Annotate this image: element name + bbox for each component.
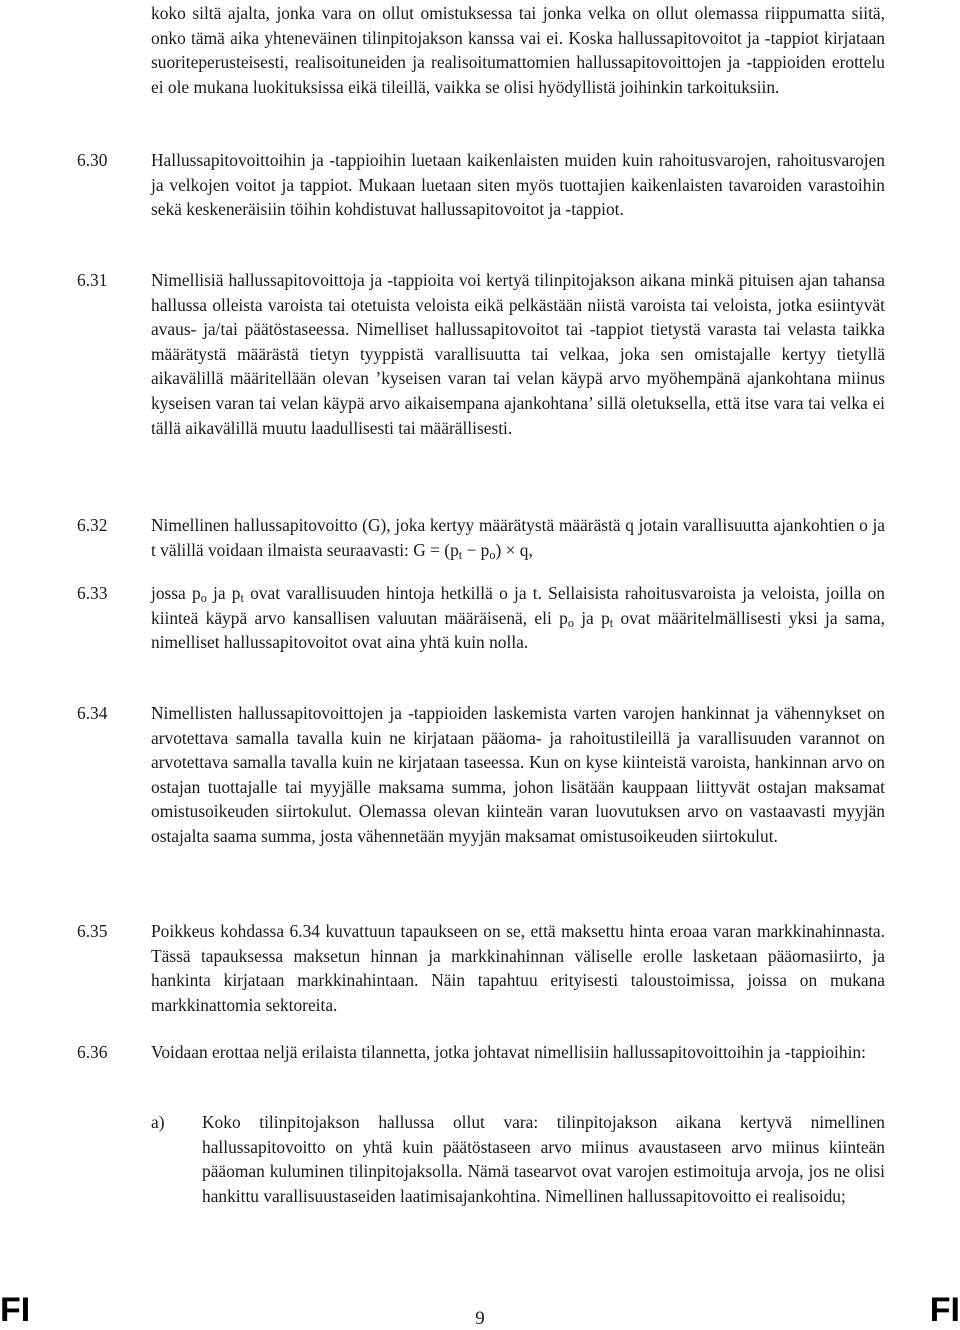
paragraph-text: Nimellinen hallussapitovoitto (G), joka kertyy määrätystä määrästä q jotain varallisuutta ajankohtien o ja t välillä voidaan ilmaista seuraavasti: $G = (p_t - p_o) \times q$, [151, 515, 885, 562]
paragraph-6-31 [77, 268, 885, 440]
paragraph-text: Nimellisten hallussapitovoittojen ja -tappioiden laskemista varten varojen hankinnat ja vähennykset on arvotettava samalla tavalla kuin ne kirjataan pääoma- ja rahoitustileillä ja varallisuuden varannot on arvotettava samalla tavalla kuin ne kirjataan taseessa. Kun on kyse kiinteistä varoista, hankinnan arvo on ostajan tuottajalle tai myyjälle maksama summa, johon lisätään kauppaan liittyvät ostajan maksamat omistusoikeuden siirtokulut. Olemassa olevan kiinteän varan luovutuksen arvo on vastaavasti myyjän ostajalta saama summa, josta vähennetään myyjän maksamat omistusoikeuden siirtokulut. [151, 703, 885, 846]
paragraph-number: 6.31 [77, 270, 108, 290]
country-code-left: FI [0, 1291, 31, 1329]
paragraph-text: Voidaan erottaa neljä erilaista tilannetta, jotka johtavat nimellisiin hallussapitovoittoihin ja -tappioihin: [151, 1042, 866, 1062]
intro-text: koko siltä ajalta, jonka vara on ollut omistuksessa tai jonka velka on ollut olemassa riippumatta siitä, onko tämä aika yhteneväinen tilinpitojakson kanssa vai ei. Koska hallussapitovoitot ja -tappiot kirjataan suoriteperusteisesti, realisoituneiden ja realisoitumattomien hallussapitovoittojen ja -tappioiden erottelu ei ole mukana luokituksissa eikä tileillä, vaikka se olisi hyödyllistä joihinkin tarkoituksiin. [151, 3, 885, 97]
list-item-text: Koko tilinpitojakson hallussa ollut vara: tilinpitojakson aikana kertyvä nimellinen hallussapitovoitto on yhtä kuin päätöstaseen arvo miinus avaustaseen arvo miinus kiinteän pääoman kuluminen tilinpitojaksolla. Nämä tasearvot ovat varojen estimoituja arvoja, jos ne olisi hankittu varallisuustaseiden laatimisajankohtina. Nimellinen hallussapitovoitto ei realisoidu; [202, 1112, 885, 1206]
paragraph-6-30 [77, 148, 885, 222]
country-code-right: FI [929, 1291, 960, 1329]
paragraph-text: Hallussapitovoittoihin ja -tappioihin luetaan kaikenlaisten muiden kuin rahoitusvarojen, rahoitusvarojen ja velkojen voitot ja tappiot. Mukaan luetaan siten myös tuottajien kaikenlaisten tavaroiden varastoihin sekä keskeneräisiin töihin kohdistuvat hallussapitovoitot ja -tappiot. [151, 150, 885, 220]
paragraph-number: 6.36 [77, 1042, 108, 1062]
paragraph-number: 6.33 [77, 583, 108, 603]
paragraph-text: Nimellisiä hallussapitovoittoja ja -tappioita voi kertyä tilinpitojakson aikana minkä pituisen ajan tahansa hallussa olleista varoista tai otetuista veloista eikä pelkästään niistä varoista tai veloista, jotka esiintyvät avaus- ja/tai päätöstaseessa. Nimelliset hallussapitovoitot tai -tappiot tietystä varasta tai velasta taikka määrätystä määrästä tietyn tyyppistä varallisuutta tai velkaa, joka sen omistajalle kertyy tietyllä aikavälillä määritellään olevan ’kyseisen varan tai velan käypä arvo myöhempänä ajankohtana miinus kyseisen varan tai velan käypä arvo aikaisempana ajankohtana’ sillä oletuksella, että itse vara tai velka ei tällä aikavälillä muutu laadullisesti tai määrällisesti. [151, 270, 885, 438]
paragraph-6-32 [77, 513, 885, 562]
paragraph-6-35 [77, 919, 885, 1017]
paragraph-6-33 [77, 581, 885, 655]
paragraph-text: jossa $p_o$ ja $p_t$ ovat varallisuuden hintoja hetkillä o ja t. Sellaisista rahoitusvaroista ja veloista, joilla on kiinteä käypä arvo kansallisen valuutan määräisenä, eli $p_o$ ja $p_t$ ovat määritelmällisesti yksi ja sama, nimelliset hallussapitovoitot ovat aina yhtä kuin nolla. [151, 583, 885, 653]
intro-paragraph [151, 1, 885, 99]
page-number: 9 [475, 1308, 485, 1329]
paragraph-number: 6.35 [77, 921, 108, 941]
paragraph-text: Poikkeus kohdassa 6.34 kuvattuun tapaukseen on se, että maksettu hinta eroaa varan markkinahinnasta. Tässä tapauksessa maksetun hinnan ja markkinahinnan väliselle erolle lasketaan pääomasiirto, ja hankinta kirjataan markkinahintaan. Näin tapahtuu erityisesti taloustoimissa, joissa on mukana markkinattomia sektoreita. [151, 921, 885, 1015]
list-item-label: a) [151, 1112, 165, 1132]
paragraph-number: 6.30 [77, 150, 108, 170]
paragraph-6-36 [77, 1040, 885, 1065]
paragraph-6-34 [77, 701, 885, 849]
paragraph-number: 6.34 [77, 703, 108, 723]
list-item-a [151, 1110, 885, 1208]
paragraph-number: 6.32 [77, 515, 108, 535]
